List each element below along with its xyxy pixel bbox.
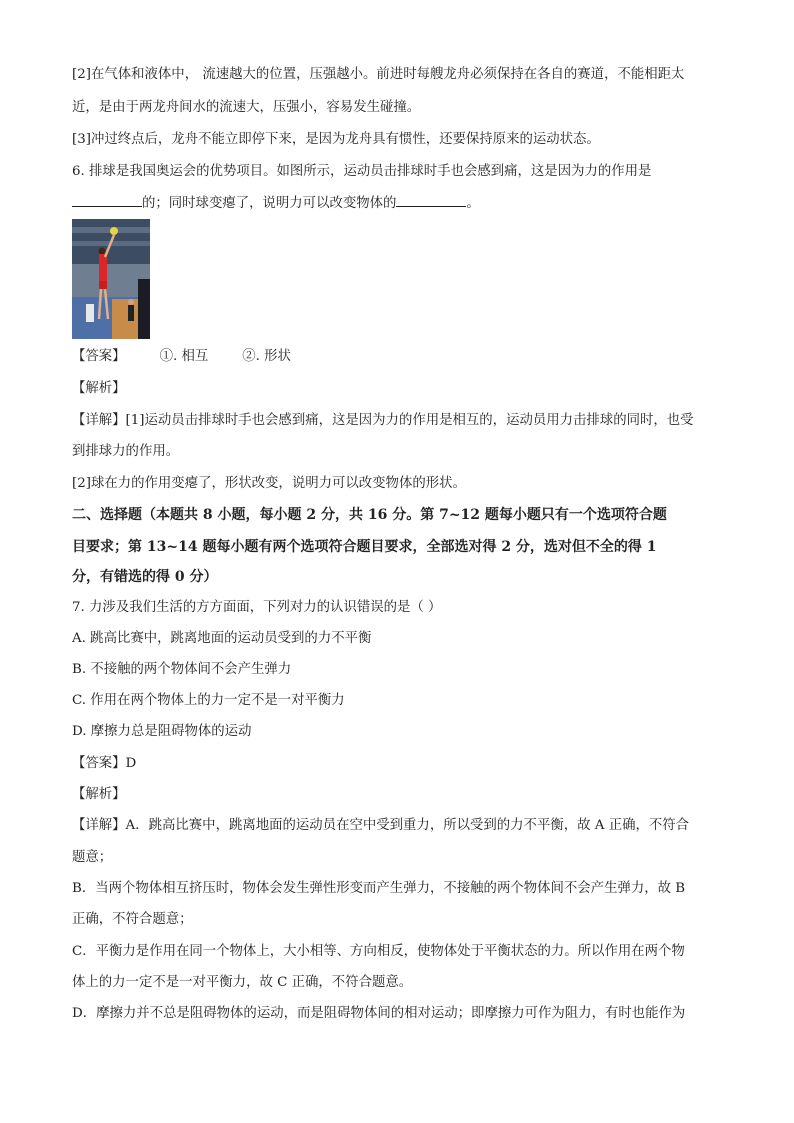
text-line: 正确，不符合题意；: [72, 912, 193, 927]
answer-6: [72, 348, 291, 366]
answer-blank-1: [72, 194, 142, 207]
text-line: [3]冲过终点后，龙舟不能立即停下来，是因为龙舟具有惯性，还要保持原来的运动状态。: [72, 132, 600, 147]
answer-7: 【答案】D: [72, 756, 137, 771]
analysis-label: 【解析】: [72, 787, 126, 802]
answer-1: ①. 相互: [159, 349, 209, 364]
answer-blank-2: [396, 194, 466, 207]
text-line: 近，是由于两龙舟间水的流速大，压强小，容易发生碰撞。: [72, 100, 421, 115]
analysis-label: 【解析】: [72, 381, 126, 396]
option-a: A. 跳高比赛中，跳离地面的运动员受到的力不平衡: [72, 631, 372, 646]
section-heading: 目要求；第 13~14 题每小题有两个选项符合题目要求，全部选对得 2 分，选对但不全的得 1: [72, 539, 657, 555]
question-6: 6. 排球是我国奥运会的优势项目。如图所示，运动员击排球时手也会感到痛，这是因为力的作用是: [72, 164, 652, 179]
section-heading: 分，有错选的得 0 分）: [72, 569, 218, 585]
answer-label: 【答案】: [72, 349, 126, 364]
text-line: 【详解】[1]运动员击排球时手也会感到痛，这是因为力的作用是相互的，运动员用力击排球的同时，也受: [72, 413, 694, 428]
text-line: 题意；: [72, 850, 113, 865]
text-line: C．平衡力是作用在同一个物体上，大小相等、方向相反，使物体处于平衡状态的力。所以作用在两个物: [72, 944, 685, 959]
text-line: [2]在气体和液体中， 流速越大的位置，压强越小。前进时每艘龙舟必须保持在各自的赛道，不能相距太: [72, 67, 685, 82]
text-line: D．摩擦力并不总是阻碍物体的运动，而是阻碍物体间的相对运动；即摩擦力可作为阻力，有时也能作为: [72, 1006, 686, 1021]
option-c: C. 作用在两个物体上的力一定不是一对平衡力: [72, 693, 345, 708]
answer-2: ②. 形状: [242, 349, 291, 364]
text-line: 【详解】A．跳高比赛中，跳离地面的运动员在空中受到重力，所以受到的力不平衡，故 A 正确，不符合: [72, 818, 690, 833]
text-line: 体上的力一定不是一对平衡力，故 C 正确，不符合题意。: [72, 975, 413, 990]
volleyball-photo: [72, 219, 150, 339]
question-6-blanks: [72, 194, 480, 213]
section-heading: 二、选择题（本题共 8 小题，每小题 2 分，共 16 分。第 7~12 题每小题只有一个选项符合题: [72, 507, 667, 523]
text-line: [2]球在力的作用变瘪了，形状改变，说明力可以改变物体的形状。: [72, 476, 466, 491]
text-segment: 的；同时球变瘪了，说明力可以改变物体的: [142, 196, 397, 211]
text-line: 到排球力的作用。: [72, 444, 180, 459]
text-line: B．当两个物体相互挤压时，物体会发生弹性形变而产生弹力，不接触的两个物体间不会产生弹力，故 B: [72, 881, 686, 896]
question-7: 7. 力涉及我们生活的方方面面，下列对力的认识错误的是（ ）: [72, 600, 442, 615]
option-d: D. 摩擦力总是阻碍物体的运动: [72, 724, 252, 739]
option-b: B. 不接触的两个物体间不会产生弹力: [72, 662, 292, 677]
text-segment: 。: [466, 196, 480, 211]
